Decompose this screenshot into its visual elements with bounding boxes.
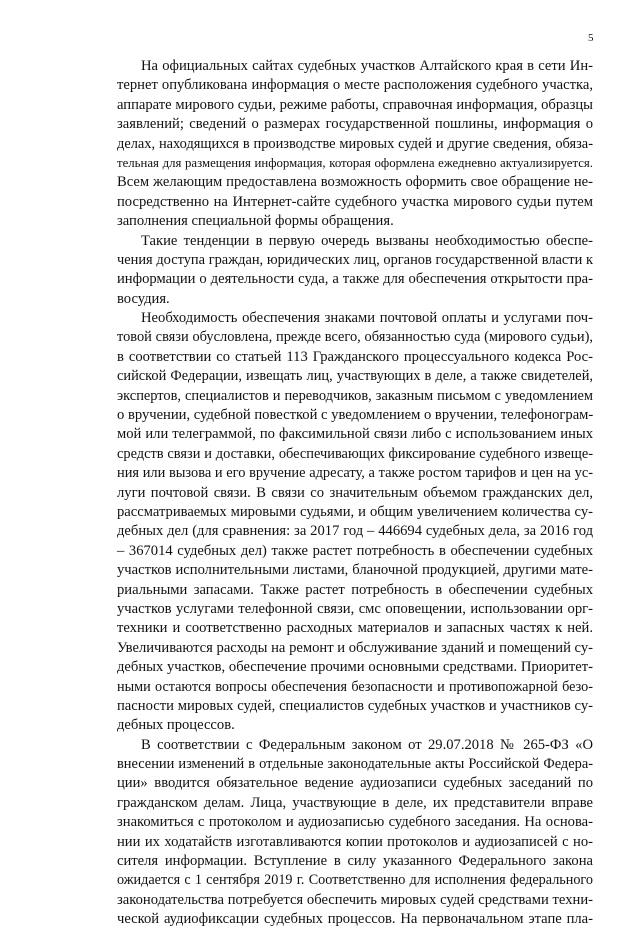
- text-line: информации о деятельности суда, а также для обеспечения открытости пра-: [117, 271, 593, 288]
- text-line: пасности мировых судей, специалистов судебных участков и участников су-: [117, 697, 593, 714]
- text-line: сителя информации. Вступление в силу указанного Федерального закона: [117, 853, 593, 870]
- text-line: тернет опубликована информация о месте расположения судебного участка,: [117, 77, 593, 94]
- text-line: Такие тенденции в первую очередь вызваны необходимостью обеспе-: [141, 232, 593, 249]
- text-line: ния или вызова и его вручение адресату, а также ростом тарифов и цен на ус-: [117, 465, 593, 482]
- text-line: риальными запасами. Также растет потребность в обеспечении судебных: [117, 581, 593, 598]
- text-line: участков услугами телефонной связи, смс оповещении, использовании орг-: [117, 600, 593, 617]
- text-line: Необходимость обеспечения знаками почтовой оплаты и услугами поч-: [141, 310, 593, 327]
- text-line: тельная для размещения информация, которая оформлена ежедневно актуализируется.: [117, 155, 593, 170]
- text-line: рассматриваемых мировыми судьями, и общим увеличением количества су-: [117, 503, 593, 520]
- text-line: средств связи и доставки, обеспечивающих фиксирование судебного извеще-: [117, 445, 593, 462]
- text-line: гражданском делам. Лица, участвующие в деле, их представители вправе: [117, 794, 593, 811]
- text-line: заявлений; сведений о размерах государственной пошлины, информация о: [117, 116, 593, 133]
- text-line: внесении изменений в отдельные законодательные акты Российской Федера-: [117, 756, 593, 773]
- text-line: участков исполнительными листами, бланочной продукцией, другими мате-: [117, 562, 593, 579]
- text-line: дебных процессов.: [117, 717, 235, 734]
- text-line: мой или телеграммой, по факсимильной связи либо с использованием иных: [117, 426, 593, 443]
- text-line: законодательства потребуется обеспечить мировых судей средствами техни-: [117, 891, 593, 908]
- text-line: аппарате мирового судьи, режиме работы, справочная информация, образцы: [117, 96, 593, 113]
- text-line: ции» вводится обязательное ведение аудиозаписи судебных заседаний по: [117, 775, 593, 792]
- text-line: Всем желающим предоставлена возможность оформить свое обращение не-: [117, 174, 593, 191]
- text-line: в соответствии со статьей 113 Гражданского процессуального кодекса Рос-: [117, 348, 593, 365]
- text-line: – 367014 судебных дел) также растет потребность в обеспечении судебных: [117, 542, 593, 559]
- text-line: дебных дел (для сравнения: за 2017 год – 446694 судебных дела, за 2016 год: [117, 523, 593, 540]
- text-line: товой связи обусловлена, прежде всего, обязанностью суда (мирового судьи),: [117, 329, 593, 346]
- text-line: нии их ходатайств изготавливаются копии протоколов и аудиозаписей с но-: [117, 833, 593, 850]
- text-line: дебных участков, обеспечение прочими основными средствами. Приоритет-: [117, 659, 593, 676]
- text-line: делах, находящихся в производстве мировых судей и другие сведения, обяза-: [117, 135, 593, 152]
- text-line: знакомиться с протоколом и аудиозаписью судебного заседания. На основа-: [117, 814, 593, 831]
- text-line: восудия.: [117, 290, 170, 307]
- text-line: На официальных сайтах судебных участков Алтайского края в сети Ин-: [141, 58, 593, 74]
- text-line: чения доступа граждан, юридических лиц, органов государственной власти к: [117, 251, 593, 268]
- text-line: ными остаются вопросы обеспечения безопасности и противопожарной безо-: [117, 678, 593, 695]
- text-line: техники и соответственно расходных материалов и запасных частях к ней.: [117, 620, 593, 637]
- text-line: о вручении, судебной повесткой с уведомлением о вручении, телефонограм-: [117, 407, 594, 424]
- text-line: заполнения специальной формы обращения.: [117, 213, 394, 230]
- document-body: [117, 57, 593, 930]
- text-line: экспертов, специалистов и переводчиков, заказным письмом с уведомлением: [117, 387, 593, 404]
- text-line: В соответствии с Федеральным законом от 29.07.2018 № 265-ФЗ «О: [141, 736, 593, 753]
- text-line: посредственно на Интернет-сайте судебного участка мирового судьи путем: [117, 193, 593, 210]
- text-line: сийской Федерации, извещать лиц, участвующих в деле, а также свидетелей,: [117, 368, 593, 385]
- text-line: ожидается с 1 сентября 2019 г. Соответственно для исполнения федерального: [117, 872, 593, 889]
- text-line: Увеличиваются расходы на ремонт и обслуживание зданий и помещений су-: [117, 639, 593, 656]
- text-line: ческой аудиофиксации судебных процессов. На первоначальном этапе пла-: [117, 911, 593, 928]
- page-number: 5: [588, 32, 594, 44]
- text-line: луги почтовой связи. В связи со значительным объемом гражданских дел,: [117, 484, 593, 501]
